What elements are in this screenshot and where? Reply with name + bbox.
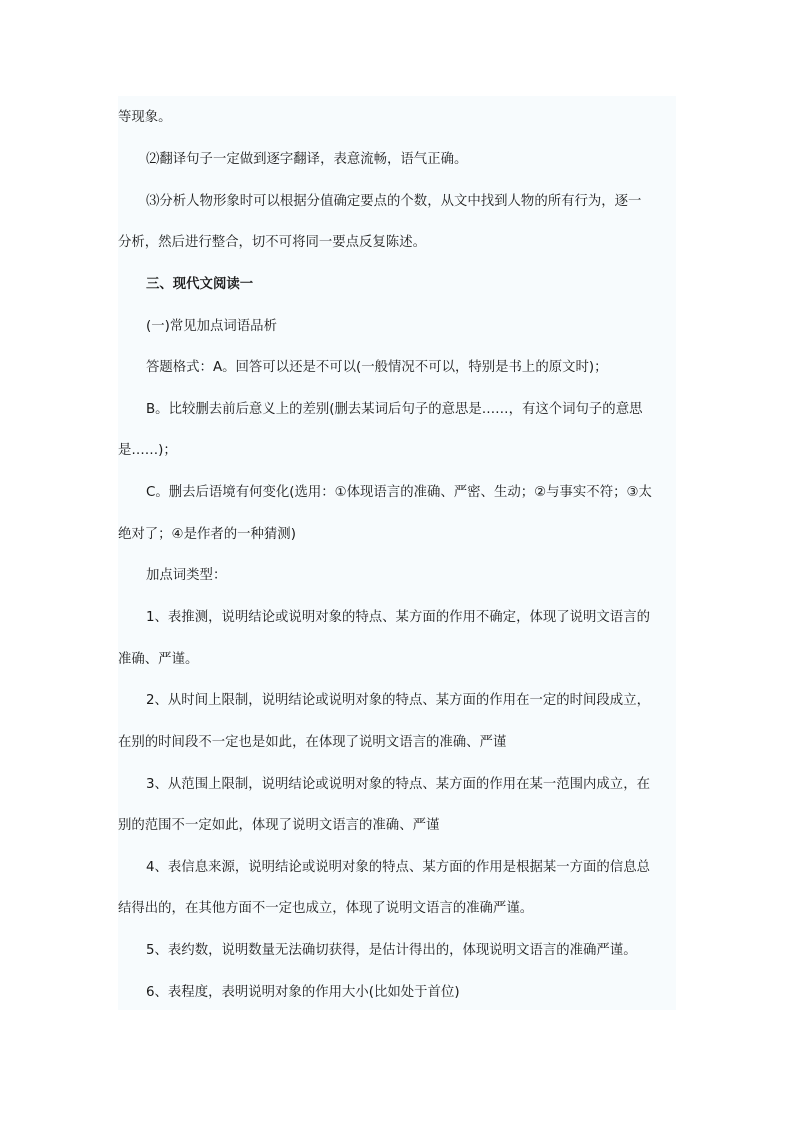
text-line: 加点词类型：	[146, 568, 227, 583]
subsection-heading: (一)常见加点词语品析	[146, 319, 277, 334]
text-line: C。删去后语境有何变化(选用：①体现语言的准确、严密、生动；②与事实不符；③太	[146, 485, 652, 500]
text-line: 绝对了；④是作者的一种猜测)	[118, 527, 296, 542]
text-line: 等现象。	[118, 110, 172, 125]
text-line: 3、从范围上限制，说明结论或说明对象的特点、某方面的作用在某一范围内成立，在	[146, 777, 650, 792]
section-heading: 三、现代文阅读一	[146, 277, 254, 292]
text-line: 答题格式：A。回答可以还是不可以(一般情况不可以，特别是书上的原文时)；	[146, 360, 608, 375]
text-line: 在别的时间段不一定也是如此，在体现了说明文语言的准确、严谨	[118, 735, 507, 750]
text-line: 5、表约数，说明数量无法确切获得，是估计得出的，体现说明文语言的准确严谨。	[146, 943, 637, 958]
text-line: 4、表信息来源，说明结论或说明对象的特点、某方面的作用是根据某一方面的信息总	[146, 860, 650, 875]
text-line: ⑵翻译句子一定做到逐字翻译，表意流畅，语气正确。	[146, 152, 468, 167]
text-line: 2、从时间上限制，说明结论或说明对象的特点、某方面的作用在一定的时间段成立，	[146, 693, 650, 708]
text-line: B。比较删去前后意义上的差别(删去某词后句子的意思是……，有这个词句子的意思	[146, 402, 643, 417]
text-line: ⑶分析人物形象时可以根据分值确定要点的个数，从文中找到人物的所有行为，逐一	[146, 194, 642, 209]
text-line: 别的范围不一定如此，体现了说明文语言的准确、严谨	[118, 818, 440, 833]
text-line: 结得出的，在其他方面不一定也成立，体现了说明文语言的准确严谨。	[118, 901, 534, 916]
text-line: 是……)；	[118, 443, 177, 458]
text-line: 6、表程度，表明说明对象的作用大小(比如处于首位)	[146, 985, 460, 1000]
text-line: 分析，然后进行整合，切不可将同一要点反复陈述。	[118, 235, 426, 250]
text-line: 1、表推测，说明结论或说明对象的特点、某方面的作用不确定，体现了说明文语言的	[146, 610, 650, 625]
text-line: 准确、严谨。	[118, 652, 199, 667]
